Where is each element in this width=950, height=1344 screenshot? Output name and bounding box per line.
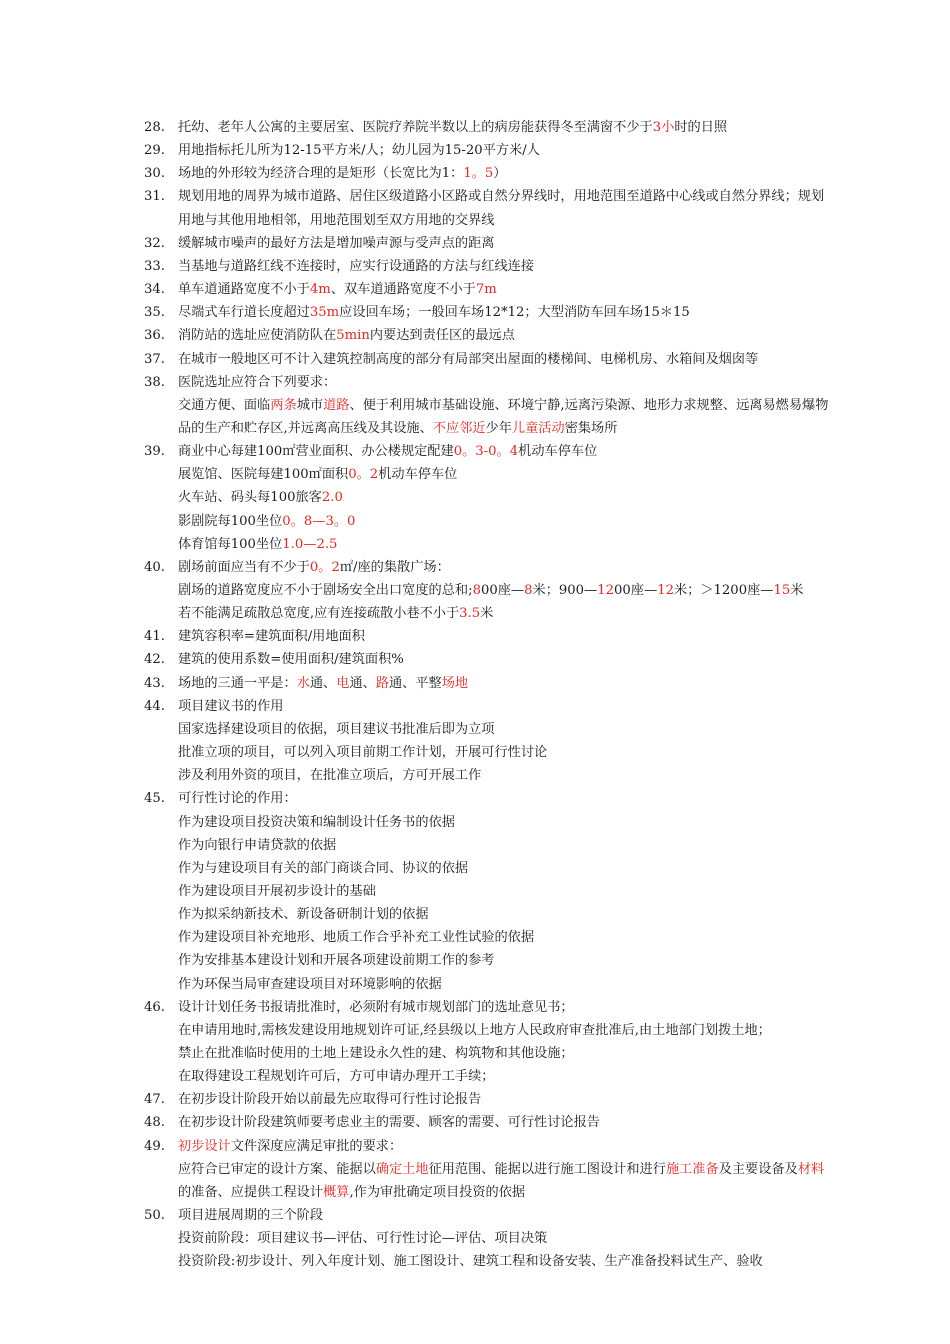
- text-segment: 少年: [485, 420, 512, 436]
- item-text: [178, 721, 495, 739]
- text-segment: 作为安排基本建设计划和开展各项建设前期工作的参考: [178, 953, 495, 969]
- highlighted-text: 确定土地: [375, 1161, 429, 1177]
- text-segment: 作为向银行申请贷款的依据: [178, 837, 337, 853]
- text-segment: 作为拟采纳新技术、新设备研制计划的依据: [178, 907, 429, 923]
- document-line: [0, 559, 950, 577]
- text-segment: 展览馆、医院每建100㎡面积: [178, 467, 349, 483]
- highlighted-text: 2.0: [321, 490, 343, 506]
- highlighted-text: 3小: [652, 120, 675, 135]
- item-text: [178, 513, 355, 531]
- document-line: [0, 1230, 950, 1248]
- document-line: [0, 142, 950, 160]
- text-segment: 00座—: [614, 583, 658, 598]
- text-segment: 内要达到责任区的最远点: [369, 328, 515, 344]
- item-number: 39.: [144, 444, 165, 460]
- item-number: 30.: [144, 166, 165, 182]
- text-segment: 作为建设项目投资决策和编制设计任务书的依据: [178, 814, 455, 830]
- document-line: [0, 1138, 950, 1156]
- item-text: [178, 1184, 525, 1202]
- item-number: 50.: [144, 1208, 165, 1224]
- text-segment: 密集场所: [564, 420, 618, 436]
- document-line: [0, 443, 950, 461]
- highlighted-text: 12: [597, 583, 615, 598]
- document-line: [0, 883, 950, 901]
- item-number: 37.: [144, 351, 165, 367]
- document-line: [0, 605, 950, 623]
- text-segment: 米；＞1200座—: [673, 583, 774, 598]
- highlighted-text: 0。3-0。4: [453, 444, 519, 460]
- highlighted-text: 0。2: [309, 559, 340, 575]
- item-text: [178, 1045, 574, 1063]
- item-text: [178, 443, 597, 461]
- item-number: 33.: [144, 258, 165, 274]
- item-text: [178, 628, 365, 646]
- item-text: [178, 929, 534, 947]
- item-number: 44.: [144, 698, 165, 714]
- text-segment: ）: [493, 166, 507, 182]
- item-number: 31.: [144, 189, 165, 205]
- highlighted-text: 两条: [270, 397, 297, 413]
- highlighted-text: 3.5: [459, 606, 481, 622]
- highlighted-text: 材料: [797, 1161, 825, 1177]
- highlighted-text: 12: [657, 583, 674, 598]
- text-segment: ,作为审批确定项目投资的依据: [349, 1184, 526, 1200]
- item-number: 41.: [144, 629, 165, 645]
- text-segment: 交通方便、面临: [178, 397, 271, 413]
- item-text: [178, 582, 803, 600]
- item-number: 28.: [144, 120, 165, 135]
- document-line: [0, 976, 950, 994]
- document-line: [0, 929, 950, 947]
- text-segment: 00座—: [480, 583, 525, 598]
- document-line: [0, 837, 950, 855]
- text-segment: 用地与其他用地相邻，用地范围划至双方用地的交界线: [178, 212, 495, 228]
- document-line: [0, 536, 950, 554]
- highlighted-text: 1.0—2.5: [282, 536, 338, 552]
- text-segment: 米；900—: [532, 583, 598, 598]
- document-line: [0, 281, 950, 299]
- item-number: 49.: [144, 1138, 165, 1154]
- text-segment: 项目进展周期的三个阶段: [178, 1208, 324, 1224]
- text-segment: 的准备、应提供工程设计: [178, 1184, 324, 1200]
- document-line: [0, 119, 950, 137]
- text-segment: 涉及利用外资的项目，在批准立项后，方可开展工作: [178, 768, 482, 784]
- item-text: [178, 489, 343, 507]
- text-segment: 单车道通路宽度不小于: [178, 282, 310, 298]
- document-line: [0, 304, 950, 322]
- text-segment: 作为与建设项目有关的部门商谈合同、协议的依据: [178, 860, 469, 876]
- document-line: [0, 1207, 950, 1225]
- text-segment: 品的生产和贮存区,并远离高压线及其设施、: [178, 420, 433, 436]
- document-line: [0, 466, 950, 484]
- item-text: [178, 1091, 481, 1109]
- item-number: 42.: [144, 652, 165, 668]
- document-line: [0, 1184, 950, 1202]
- document-line: [0, 1068, 950, 1086]
- item-number: 38.: [144, 374, 165, 390]
- item-text: [178, 188, 824, 206]
- document-line: [0, 767, 950, 785]
- text-segment: 在取得建设工程规划许可后，方可申请办理开工手续；: [178, 1069, 495, 1085]
- document-line: [0, 188, 950, 206]
- item-text: [178, 119, 727, 137]
- text-segment: 若不能满足疏散总宽度,应有连接疏散小巷不小于: [178, 606, 460, 622]
- item-text: [178, 374, 336, 392]
- item-text: [178, 559, 450, 577]
- item-text: [178, 883, 376, 901]
- highlighted-text: 8: [472, 583, 481, 598]
- text-segment: 文件深度应满足审批的要求：: [230, 1138, 403, 1154]
- item-text: [178, 675, 468, 693]
- highlighted-text: 0。2: [348, 467, 379, 483]
- item-text: [178, 976, 442, 994]
- text-segment: 通、平整: [389, 675, 442, 691]
- text-segment: 米: [790, 583, 804, 598]
- text-segment: 批准立项的项目，可以列入项目前期工作计划，开展可行性讨论: [178, 745, 548, 761]
- document-line: [0, 906, 950, 924]
- item-text: [178, 258, 534, 276]
- document-line: [0, 675, 950, 693]
- item-text: [178, 212, 495, 230]
- item-number: 43.: [144, 675, 165, 691]
- item-number: 46.: [144, 999, 165, 1015]
- document-line: [0, 327, 950, 345]
- text-segment: 时的日照: [674, 120, 728, 135]
- document-line: [0, 952, 950, 970]
- text-segment: 火车站、码头每100旅客: [178, 490, 322, 506]
- text-segment: 设计计划任务书报请批准时，必须附有城市规划部门的选址意见书；: [178, 999, 574, 1015]
- document-line: [0, 235, 950, 253]
- item-text: [178, 837, 336, 855]
- document-line: [0, 1161, 950, 1179]
- item-text: [178, 698, 284, 716]
- highlighted-text: 4m: [309, 282, 331, 298]
- item-text: [178, 1068, 495, 1086]
- item-text: [178, 1161, 824, 1179]
- text-segment: 场地的三通一平是：: [178, 675, 297, 691]
- text-segment: 、双车道通路宽度不小于: [330, 282, 476, 298]
- text-segment: 征用范围、能据以进行施工图设计和进行: [428, 1161, 666, 1177]
- highlighted-text: 路: [375, 675, 389, 691]
- text-segment: 机动车停车位: [378, 467, 458, 483]
- document-line: [0, 790, 950, 808]
- text-segment: 在初步设计阶段开始以前最先应取得可行性讨论报告: [178, 1092, 482, 1108]
- highlighted-text: 施工准备: [665, 1161, 719, 1177]
- highlighted-text: 水: [296, 675, 310, 691]
- item-text: [178, 1114, 600, 1132]
- text-segment: 作为建设项目开展初步设计的基础: [178, 883, 376, 899]
- document-line: [0, 999, 950, 1017]
- highlighted-text: 电: [336, 675, 350, 691]
- text-segment: 投资前阶段：项目建议书—评估、可行性讨论—评估、项目决策: [178, 1231, 548, 1247]
- text-segment: 项目建议书的作用: [178, 698, 284, 714]
- document-line: [0, 744, 950, 762]
- text-segment: 城市: [296, 397, 324, 413]
- item-text: [178, 744, 547, 762]
- document-line: [0, 1045, 950, 1063]
- text-segment: 应设回车场；一般回车场12*12；大型消防车回车场15＊15: [339, 305, 690, 321]
- document-line: [0, 420, 950, 438]
- text-segment: 剧场的道路宽度应不小于剧场安全出口宽度的总和;: [178, 583, 473, 598]
- document-line: [0, 628, 950, 646]
- document-line: [0, 397, 950, 415]
- text-segment: 、便于利用城市基础设施、环境宁静,远离污染源、地形力求规整、远离易燃易爆物: [349, 397, 829, 413]
- item-text: [178, 327, 515, 345]
- text-segment: 体育馆每100坐位: [178, 536, 283, 552]
- highlighted-text: 不应邻近: [432, 420, 486, 436]
- document-line: [0, 814, 950, 832]
- item-text: [178, 1230, 547, 1248]
- text-segment: 医院选址应符合下列要求：: [178, 374, 337, 390]
- text-segment: 消防站的选址应使消防队在: [178, 328, 337, 344]
- item-text: [178, 420, 617, 438]
- text-segment: 国家选择建设项目的依据，项目建议书批准后即为立项: [178, 721, 495, 737]
- text-segment: 应符合已审定的设计方案、能据以: [178, 1161, 376, 1177]
- document-line: [0, 1253, 950, 1271]
- text-segment: 建筑容积率=建筑面积/用地面积: [178, 629, 365, 645]
- highlighted-text: 0。8—3。0: [282, 513, 356, 529]
- item-text: [178, 397, 828, 415]
- item-number: 45.: [144, 791, 165, 807]
- text-segment: 及主要设备及: [718, 1161, 798, 1177]
- document-line: [0, 698, 950, 716]
- item-text: [178, 536, 337, 554]
- item-text: [178, 952, 495, 970]
- item-text: [178, 860, 468, 878]
- text-segment: 在申请用地时,需核发建设用地规划许可证,经县级以上地方人民政府审查批准后,由土地部门划拨土地；: [178, 1022, 771, 1038]
- highlighted-text: 儿童活动: [511, 420, 565, 436]
- item-number: 47.: [144, 1092, 165, 1108]
- document-line: [0, 860, 950, 878]
- item-text: [178, 767, 481, 785]
- text-segment: 当基地与道路红线不连接时，应实行设通路的方法与红线连接: [178, 258, 535, 274]
- text-segment: 米: [480, 606, 494, 622]
- item-number: 36.: [144, 328, 165, 344]
- item-text: [178, 235, 495, 253]
- text-segment: 剧场前面应当有不少于: [178, 559, 310, 575]
- document-line: [0, 651, 950, 669]
- text-segment: 规划用地的周界为城市道路、居住区级道路小区路或自然分界线时，用地范围至道路中心线或自然分界线；规划: [178, 189, 825, 205]
- item-number: 32.: [144, 235, 165, 251]
- document-line: [0, 1114, 950, 1132]
- document-line: [0, 582, 950, 600]
- text-segment: 用地指标托儿所为12-15平方米/人；幼儿园为15-20平方米/人: [178, 143, 540, 159]
- document-line: [0, 212, 950, 230]
- highlighted-text: 5min: [336, 328, 370, 344]
- text-segment: 影剧院每100坐位: [178, 513, 283, 529]
- highlighted-text: 35m: [309, 305, 340, 321]
- document-line: [0, 351, 950, 369]
- item-text: [178, 790, 297, 808]
- item-text: [178, 651, 404, 669]
- text-segment: 在初步设计阶段建筑师要考虑业主的需要、顾客的需要、可行性讨论报告: [178, 1115, 600, 1131]
- document-line: [0, 513, 950, 531]
- text-segment: 机动车停车位: [518, 444, 598, 460]
- item-number: 35.: [144, 305, 165, 321]
- highlighted-text: 场地: [441, 675, 469, 691]
- document-line: [0, 374, 950, 392]
- text-segment: 通、: [349, 675, 376, 691]
- item-text: [178, 304, 690, 322]
- item-number: 48.: [144, 1115, 165, 1131]
- document-line: [0, 165, 950, 183]
- text-segment: 缓解城市噪声的最好方法是增加噪声源与受声点的距离: [178, 235, 495, 251]
- item-text: [178, 351, 758, 369]
- item-text: [178, 1207, 323, 1225]
- text-segment: 商业中心每建100㎡营业面积、办公楼规定配建: [178, 444, 454, 460]
- text-segment: 在城市一般地区可不计入建筑控制高度的部分有局部突出屋面的楼梯间、电梯机房、水箱间及烟囱等: [178, 351, 759, 367]
- text-segment: 作为建设项目补充地形、地质工作合乎补充工业性试验的依据: [178, 930, 535, 946]
- item-number: 34.: [144, 282, 165, 298]
- highlighted-text: 1。5: [463, 166, 494, 182]
- item-text: [178, 1138, 402, 1156]
- text-segment: ㎡/座的集散广场：: [339, 559, 450, 575]
- document-line: [0, 1091, 950, 1109]
- item-text: [178, 999, 574, 1017]
- text-segment: 尽端式车行道长度超过: [178, 305, 310, 321]
- item-text: [178, 165, 506, 183]
- text-segment: 作为环保当局审查建设项目对环境影响的依据: [178, 976, 442, 992]
- item-text: [178, 281, 497, 299]
- document-line: [0, 721, 950, 739]
- item-text: [178, 906, 429, 924]
- item-text: [178, 466, 457, 484]
- item-number: 29.: [144, 143, 165, 159]
- item-text: [178, 605, 493, 623]
- text-segment: 通、: [309, 675, 337, 691]
- item-text: [178, 1022, 771, 1040]
- item-number: 40.: [144, 559, 165, 575]
- text-segment: 可行性讨论的作用：: [178, 791, 297, 807]
- text-segment: 场地的外形较为经济合理的是矩形（长宽比为1：: [178, 166, 464, 182]
- highlighted-text: 8: [524, 583, 533, 598]
- highlighted-text: 初步设计: [178, 1138, 231, 1154]
- text-segment: 投资阶段:初步设计、列入年度计划、施工图设计、建筑工程和设备安装、生产准备投料试生产、验收: [178, 1254, 763, 1270]
- item-text: [178, 142, 540, 160]
- document-line: [0, 489, 950, 507]
- highlighted-text: 道路: [323, 397, 350, 413]
- highlighted-text: 15: [773, 583, 791, 598]
- document-line: [0, 258, 950, 276]
- text-segment: 托幼、老年人公寓的主要居室、医院疗养院半数以上的病房能获得冬至满窗不少于: [178, 120, 653, 135]
- text-segment: 禁止在批准临时使用的土地上建设永久性的建、构筑物和其他设施；: [178, 1046, 574, 1061]
- text-segment: 建筑的使用系数=使用面积/建筑面积%: [178, 652, 404, 668]
- document-line: [0, 1022, 950, 1040]
- highlighted-text: 7m: [475, 282, 497, 298]
- highlighted-text: 概算: [323, 1184, 350, 1200]
- item-text: [178, 1253, 763, 1271]
- item-text: [178, 814, 455, 832]
